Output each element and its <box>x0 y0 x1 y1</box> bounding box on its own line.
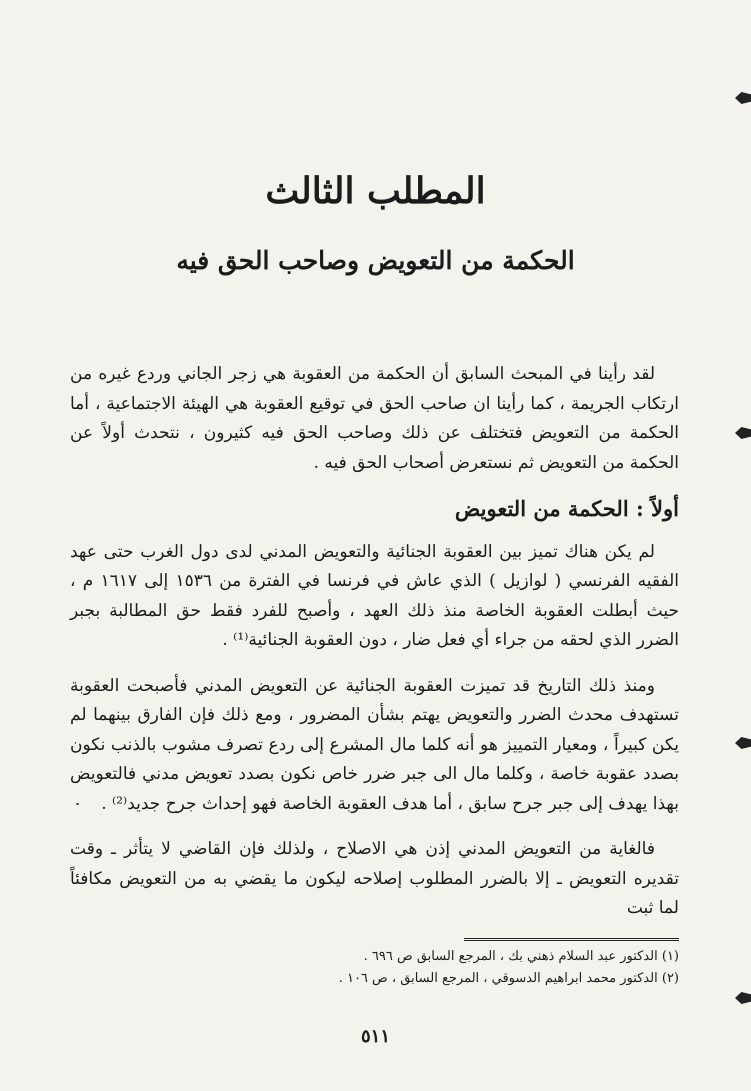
edge-mark <box>735 427 751 439</box>
page-title: المطلب الثالث <box>265 170 486 212</box>
body-text <box>70 360 679 940</box>
footnote-2: (٢) الدكتور محمد ابراهيم الدسوقي ، المرجع السابق ، ص ١٠٦ . <box>338 971 679 986</box>
page-subtitle: الحكمة من التعويض وصاحب الحق فيه <box>176 246 575 275</box>
footnotes <box>70 946 679 990</box>
paragraph-1: لم يكن هناك تميز بين العقوبة الجنائية والتعويض المدني لدى دول الغرب حتى عهد الفقيه الفرنسي ( لوازيل ) الذي عاش في فرنسا في الفترة من ١٥٣٦ إلى ١٦١٧ م ، حيث أبطلت العقوبة الخاصة منذ ذلك العهد ، وأصبح للفرد فقط حق المطالبة بجبر الضرر الذي لحقه من جراء أي فعل ضار ، دون العقوبة الجنائية⁽¹⁾ . <box>70 541 679 650</box>
edge-mark <box>735 92 751 104</box>
footnote-divider <box>464 938 679 941</box>
page-number: ٥١١ <box>360 1026 390 1047</box>
paragraph-3: فالغاية من التعويض المدني إذن هي الاصلاح ، ولذلك فإن القاضي لا يتأثر ـ وقت تقديره التعويض ـ إلا بالضرر المطلوب إصلاحه ليكون ما يقضي به من التعويض مكافئاً لما ثبت <box>70 839 679 918</box>
intro-paragraph: لقد رأينا في المبحث السابق أن الحكمة من العقوبة هي زجر الجاني وردع غيره من ارتكاب الجريمة ، كما رأينا ان صاحب الحق في توقيع العقوبة هي الهيئة الاجتماعية ، أما الحكمة من التعويض فتختلف عن ذلك وصاحب الحق فيه كثيرون ، نتحدث أولاً عن الحكمة من التعويض ثم نستعرض أصحاب الحق فيه . <box>70 364 679 473</box>
paragraph-2: ومنذ ذلك التاريخ قد تميزت العقوبة الجنائية عن التعويض المدني فأصبحت العقوبة تستهدف محدث الضرر والتعويض يهتم بشأن المضرور ، ومع ذلك فإن الفارق بينهما لم يكن كبيراً ، ومعيار التمييز هو أنه كلما مال المشرع إلى ردع تصرف مشوب بالذنب نكون بصدد عقوبة خاصة ، وكلما مال الى جبر ضرر خاص نكون بصدد تعويض مدني فالتعويض بهذا يهدف إلى جبر جرح سابق ، أما هدف العقوبة الخاصة فهو إحداث جرح جديد⁽²⁾ . <box>70 675 679 814</box>
footnote-1: (١) الدكتور عبد السلام ذهني بك ، المرجع السابق ص ٦٩٦ . <box>363 949 679 964</box>
edge-mark <box>735 992 751 1004</box>
edge-mark <box>735 737 751 749</box>
section-heading: أولاً : الحكمة من التعويض <box>454 496 679 521</box>
